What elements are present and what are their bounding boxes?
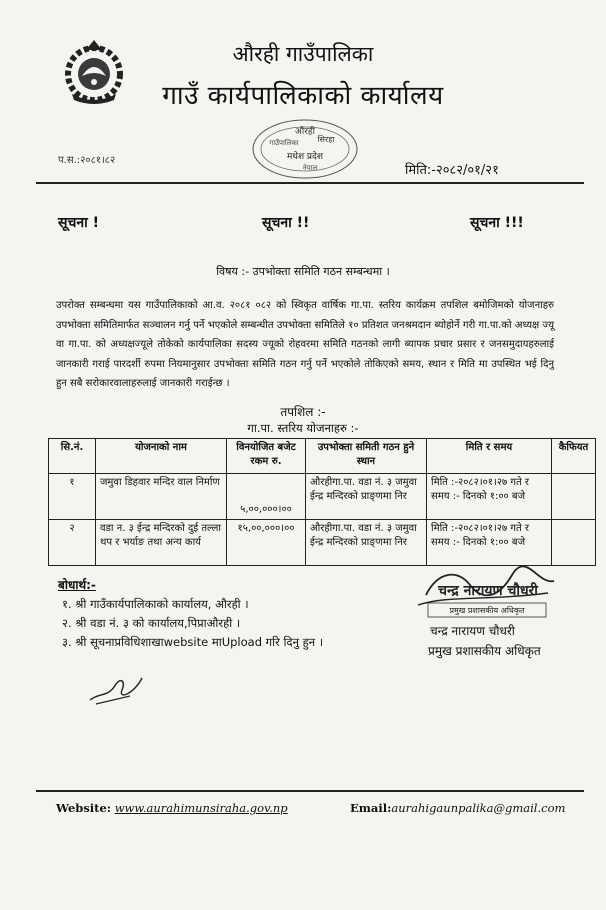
cell-datetime: मिति :-२०८२।०१।२७ गते र समय :- दिनको १:०० बजे (427, 520, 552, 566)
signatory-name: चन्द्र नारायण चौधरी (430, 624, 515, 638)
office-title: गाउँ कार्यपालिकाको कार्यालय (162, 81, 444, 111)
cc-item: २. श्री वडा नं. ३ को कार्यालय,पिप्राऔरही । (62, 616, 241, 630)
cc-item: ३. श्री सूचनाप्रविधिशाखाwebsite माUpload गरि दिनु हुन । (62, 635, 324, 649)
cc-item: १. श्री गाउँकार्यपालिकाको कार्यालय, औरही । (62, 597, 249, 611)
cell-sn: २ (49, 520, 96, 566)
col-remarks: कैफियत (552, 439, 596, 474)
svg-text:मधेश प्रदेश: मधेश प्रदेश (287, 152, 323, 162)
office-stamp (250, 118, 360, 180)
cell-budget: १५,००,०००।०० (227, 520, 306, 566)
cell-budget: ५,००,०००।०० (227, 474, 306, 520)
cell-remarks (552, 520, 596, 566)
svg-text:प्रमुख प्रशासकीय अधिकृत: प्रमुख प्रशासकीय अधिकृत (449, 606, 525, 615)
svg-text:चन्द्र नारायण चौधरी: चन्द्र नारायण चौधरी (438, 583, 538, 599)
letter-date: मिति:-२०८२/०१/२१ (405, 163, 499, 178)
notice-right: सूचना !!! (470, 215, 524, 231)
email-link[interactable]: aurahigaunpalika@gmail.com (391, 801, 566, 815)
cell-remarks (552, 474, 596, 520)
cell-place: औरहीगा.पा. वडा नं. ३ जमुवा ईन्द्र मन्दिरको प्राङ्णमा निर (306, 474, 427, 520)
details-heading: तपशिल :- (280, 405, 326, 419)
svg-text:नेपाल: नेपाल (302, 164, 318, 172)
notice-left: सूचना ! (58, 215, 100, 231)
signatory-title: प्रमुख प्रशासकीय अधिकृत (428, 644, 541, 658)
table-title: गा.पा. स्तरिय योजनाहरु :- (247, 421, 359, 435)
cell-plan-name: वडा न. ३ ईन्द्र मन्दिरको दुई तल्ला थप र भर्याङ तथा अन्य कार्य (96, 520, 227, 566)
table-header-row (49, 439, 596, 474)
website-label: Website: (56, 801, 112, 815)
col-budget: विनयोजित बजेट रकम रु. (227, 439, 306, 474)
header-divider (36, 182, 584, 184)
cc-heading: बोधार्थ:- (58, 578, 96, 592)
svg-text:औरही: औरही (295, 127, 315, 137)
footer-divider (36, 790, 584, 792)
reference-number: प.स.:२०८१।८२ (58, 155, 116, 166)
col-sn: सि.नं. (49, 439, 96, 474)
signature-seal (408, 565, 558, 625)
cell-place: औरहीगा.पा. वडा नं. ३ जमुवा ईन्द्र मन्दिरको प्राङ्णमा निर (306, 520, 427, 566)
office-name: औरही गाउँपालिका (232, 42, 374, 66)
letter-subject: विषय :- उपभोक्ता समिति गठन सम्बन्धमा । (216, 265, 390, 278)
plans-table (48, 438, 596, 566)
website-link[interactable]: www.aurahimunsiraha.gov.np (114, 801, 288, 815)
col-plan-name: योजनाको नाम (96, 439, 227, 474)
svg-text:सिरहा: सिरहा (317, 135, 335, 144)
table-row (49, 474, 596, 520)
col-place: उपभोक्ता समिती गठन हुने स्थान (306, 439, 427, 474)
letter-body: उपरोक्त सम्बन्धमा यस गाउँपालिकाको आ.व. २०८१ ०८२ को स्विकृत वार्षिक गा.पा. स्तरिय कार्यक्रम तपशिल बमोजिमको योजनाहरु उपभोक्ता समितिमार्फत सञ्चालन गर्नु पर्ने भएकोले सम्बन्धीत उपभोक्ता समितिले १० प्रतिशत जनश्रमदान ब्योहोर्ने गरी गा.पा.को अध्यक्ष ज्यू वा गा.पा. को अध्यक्षज्यूले तोकेको कार्यपालिका सदस्य ज्यूको रोहवरमा समिति गठनको लागी ब्यापक प्रचार प्रसार र जनसमुदायहरुलाई जानकारी गराई पारदर्शी रुपमा नियमानुसार उपभोक्ता समिति गठन गर्नु पर्ने भएकोले तोकिएको समय, स्थान र मिति मा उपस्थित भई दिनु हुन सबै सरोकारवालाहरुलाई जानकारी गराईन्छ । (56, 300, 554, 389)
footer-website (56, 801, 288, 815)
col-datetime: मिति र समय (427, 439, 552, 474)
cell-plan-name: जमुवा डिहवार मन्दिर वाल निर्माण (96, 474, 227, 520)
table-row (49, 520, 596, 566)
cell-datetime: मिति :-२०८२।०१।२७ गते र समय :- दिनको १:०० बजे (427, 474, 552, 520)
svg-text:गाउँपालिका: गाउँपालिका (269, 139, 299, 147)
cell-sn: १ (49, 474, 96, 520)
initials-signature (86, 670, 146, 710)
notice-center: सूचना !! (262, 215, 310, 231)
footer-email (350, 801, 565, 815)
email-label: Email: (350, 801, 392, 815)
